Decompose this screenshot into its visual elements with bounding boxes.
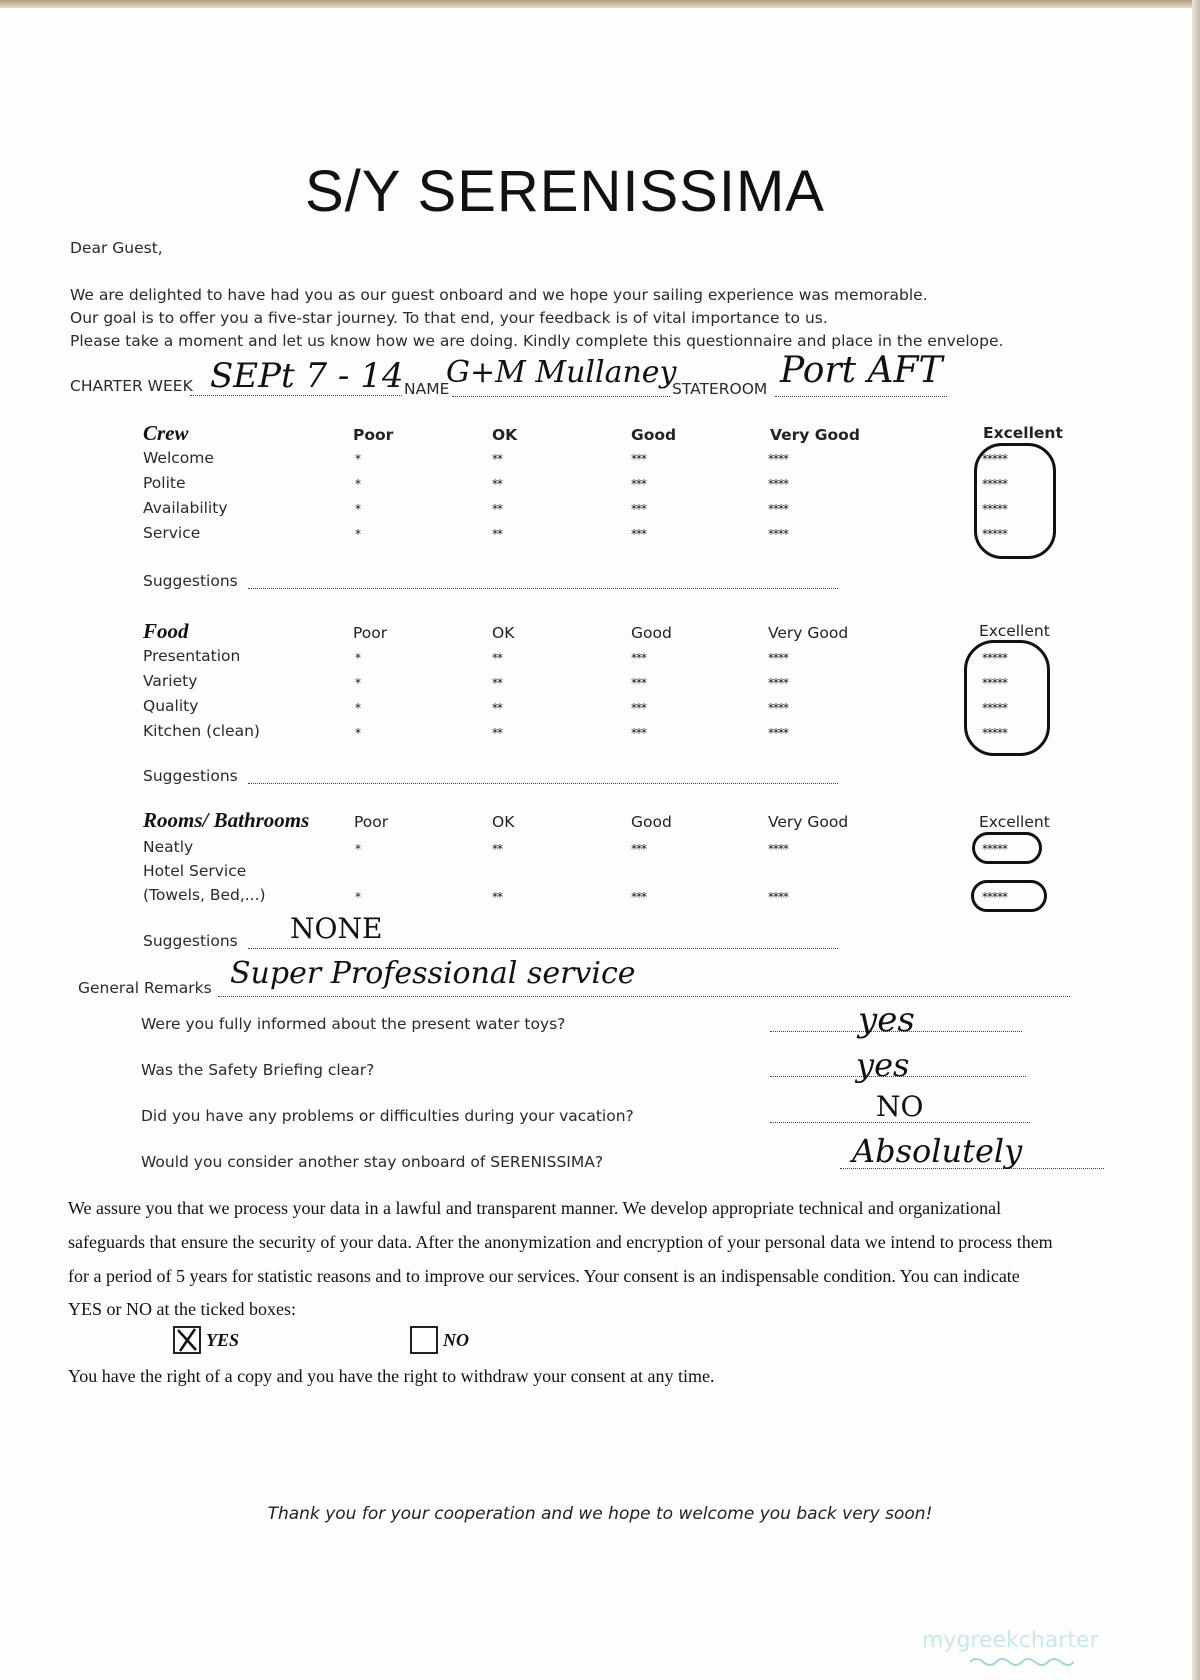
rooms-suggestions-value[interactable]: NONE [290,912,383,945]
general-remarks-label: General Remarks [78,979,212,997]
rooms-suggestions-label: Suggestions [143,932,238,950]
rooms-rating-row1-star-1[interactable]: * [355,842,360,856]
rooms-rating-row1-star-5[interactable]: ***** [982,842,1007,856]
consent-no-label: NO [443,1330,469,1350]
food-item-presentation: Presentation [143,647,241,665]
closing-text: Thank you for your cooperation and we hope to welcome you back very soon! [267,1504,933,1524]
food-excellent-circle [964,640,1050,756]
crew-rating-row4-star-5[interactable]: ***** [982,527,1007,541]
food-rating-row1-star-4[interactable]: **** [768,651,788,665]
crew-rating-row1-star-3[interactable]: *** [631,452,646,466]
checkmark-x-icon [175,1328,199,1352]
col-excellent: Excellent [983,424,1063,442]
crew-rating-row1-star-1[interactable]: * [355,452,360,466]
rooms-col-very-good: Very Good [768,813,849,831]
crew-item-polite: Polite [143,474,186,492]
crew-item-welcome: Welcome [143,449,214,467]
food-rating-row4-star-3[interactable]: *** [631,726,646,740]
question-problems: Did you have any problems or difficulties during your vacation? [141,1107,634,1125]
crew-item-availability: Availability [143,499,228,517]
food-col-ok: OK [492,624,515,642]
food-rating-row3-star-5[interactable]: ***** [982,701,1007,715]
food-rating-row3-star-4[interactable]: **** [768,701,788,715]
rooms-rating-row2-star-1[interactable]: * [355,890,360,904]
food-rating-row1-star-1[interactable]: * [355,651,360,665]
crew-item-service: Service [143,524,201,542]
rooms-rating-row1-star-4[interactable]: **** [768,842,788,856]
food-rating-row3-star-2[interactable]: ** [492,701,502,715]
paper-right-edge [1192,0,1200,1680]
crew-rating-row4-star-4[interactable]: **** [768,527,788,541]
rooms-item-towels-bed: (Towels, Bed,...) [143,886,266,904]
crew-rating-row2-star-3[interactable]: *** [631,477,646,491]
crew-suggestions-label: Suggestions [143,572,238,590]
crew-excellent-circle [974,443,1056,559]
rooms-neatly-excellent-circle [972,832,1042,864]
rooms-col-ok: OK [492,813,515,831]
intro-line-1: We are delighted to have had you as our guest onboard and we hope your sailing experience was memorable. [70,286,928,304]
food-item-variety: Variety [143,672,198,690]
document-title: S/Y SERENISSIMA [305,159,825,224]
food-item-kitchen: Kitchen (clean) [143,722,260,740]
col-poor: Poor [353,426,394,444]
crew-rating-row3-star-3[interactable]: *** [631,502,646,516]
food-rating-row4-star-2[interactable]: ** [492,726,502,740]
rooms-rating-row2-star-3[interactable]: *** [631,890,646,904]
intro-line-3: Please take a moment and let us know how we are doing. Kindly complete this questionnaire and place in the envelope. [70,332,1004,350]
privacy-line-2: safeguards that ensure the security of your data. After the anonymization and encryption of your personal data we intend to process them [68,1232,1053,1252]
stateroom-label: STATEROOM [672,380,768,398]
section-title-food: Food [143,619,189,643]
answer-another-stay[interactable]: Absolutely [852,1132,1023,1170]
crew-rating-row4-star-1[interactable]: * [355,527,360,541]
food-rating-row3-star-1[interactable]: * [355,701,360,715]
crew-rating-row4-star-2[interactable]: ** [492,527,502,541]
crew-rating-row4-star-3[interactable]: *** [631,527,646,541]
food-rating-row4-star-5[interactable]: ***** [982,726,1007,740]
watermark-logo: mygreekcharter [922,1628,1099,1653]
food-rating-row4-star-1[interactable]: * [355,726,360,740]
crew-rating-row1-star-2[interactable]: ** [492,452,502,466]
food-rating-row2-star-5[interactable]: ***** [982,676,1007,690]
food-suggestions-label: Suggestions [143,767,238,785]
privacy-line-1: We assure you that we process your data in a lawful and transparent manner. We develop appropriate technical and organizational [68,1198,1002,1218]
col-good: Good [631,426,677,444]
food-col-very-good: Very Good [768,624,849,642]
food-rating-row3-star-3[interactable]: *** [631,701,646,715]
stateroom-value[interactable]: Port AFT [780,350,943,391]
question-water-toys: Were you fully informed about the present water toys? [141,1015,566,1033]
charter-week-label: CHARTER WEEK [70,377,193,395]
question-safety-briefing: Was the Safety Briefing clear? [141,1061,375,1079]
greeting: Dear Guest, [70,239,163,257]
crew-rating-row2-star-5[interactable]: ***** [982,477,1007,491]
food-rating-row2-star-4[interactable]: **** [768,676,788,690]
consent-yes-label: YES [206,1330,240,1350]
rooms-item-neatly: Neatly [143,838,194,856]
crew-rating-row3-star-2[interactable]: ** [492,502,502,516]
consent-no-checkbox[interactable] [410,1326,438,1354]
consent-yes-checkbox[interactable] [173,1326,201,1354]
crew-rating-row2-star-1[interactable]: * [355,477,360,491]
answer-safety-briefing[interactable]: yes [856,1046,910,1084]
rooms-rating-row1-star-3[interactable]: *** [631,842,646,856]
crew-rating-row2-star-4[interactable]: **** [768,477,788,491]
crew-rating-row3-star-4[interactable]: **** [768,502,788,516]
food-item-quality: Quality [143,697,199,715]
question-another-stay: Would you consider another stay onboard of SERENISSIMA? [141,1153,604,1171]
food-col-poor: Poor [353,624,388,642]
name-label: NAME [404,380,450,398]
crew-rating-row1-star-4[interactable]: **** [768,452,788,466]
answer-problems[interactable]: NO [876,1090,924,1123]
section-title-rooms: Rooms/ Bathrooms [143,808,310,832]
rooms-rating-row2-star-5[interactable]: ***** [982,890,1007,904]
food-rating-row2-star-1[interactable]: * [355,676,360,690]
rooms-col-excellent: Excellent [979,813,1050,831]
intro-line-2: Our goal is to offer you a five-star journey. To that end, your feedback is of vital importance to us. [70,309,828,327]
food-rating-row2-star-3[interactable]: *** [631,676,646,690]
rooms-rating-row2-star-4[interactable]: **** [768,890,788,904]
charter-week-value[interactable]: SEPt 7 - 14 [210,356,404,396]
food-rating-row1-star-3[interactable]: *** [631,651,646,665]
food-col-excellent: Excellent [979,622,1050,640]
food-rating-row1-star-5[interactable]: ***** [982,651,1007,665]
rooms-rating-row1-star-2[interactable]: ** [492,842,502,856]
rooms-hotel-excellent-circle [971,880,1047,912]
crew-rating-row3-star-1[interactable]: * [355,502,360,516]
rooms-col-poor: Poor [354,813,389,831]
privacy-line-3: for a period of 5 years for statistic reasons and to improve our services. Your consent is an indispensable condition. You can indicate [68,1266,1020,1286]
answer-water-toys[interactable]: yes [858,1000,915,1040]
crew-rating-row1-star-5[interactable]: ***** [982,452,1007,466]
rooms-col-good: Good [631,813,672,831]
food-rating-row2-star-2[interactable]: ** [492,676,502,690]
food-col-good: Good [631,624,672,642]
name-value[interactable]: G+M Mullaney [446,355,677,390]
wave-icon [970,1656,1074,1668]
crew-rating-row2-star-2[interactable]: ** [492,477,502,491]
general-remarks-value[interactable]: Super Professional service [230,956,636,991]
food-rating-row1-star-2[interactable]: ** [492,651,502,665]
food-rating-row4-star-4[interactable]: **** [768,726,788,740]
privacy-line-4: YES or NO at the ticked boxes: [68,1299,296,1319]
rooms-rating-row2-star-2[interactable]: ** [492,890,502,904]
rights-text: You have the right of a copy and you have the right to withdraw your consent at any time. [68,1366,715,1386]
crew-rating-row3-star-5[interactable]: ***** [982,502,1007,516]
col-ok: OK [492,426,518,444]
rooms-item-hotel-service: Hotel Service [143,862,247,880]
col-very-good: Very Good [770,426,860,444]
section-title-crew: Crew [143,421,189,445]
